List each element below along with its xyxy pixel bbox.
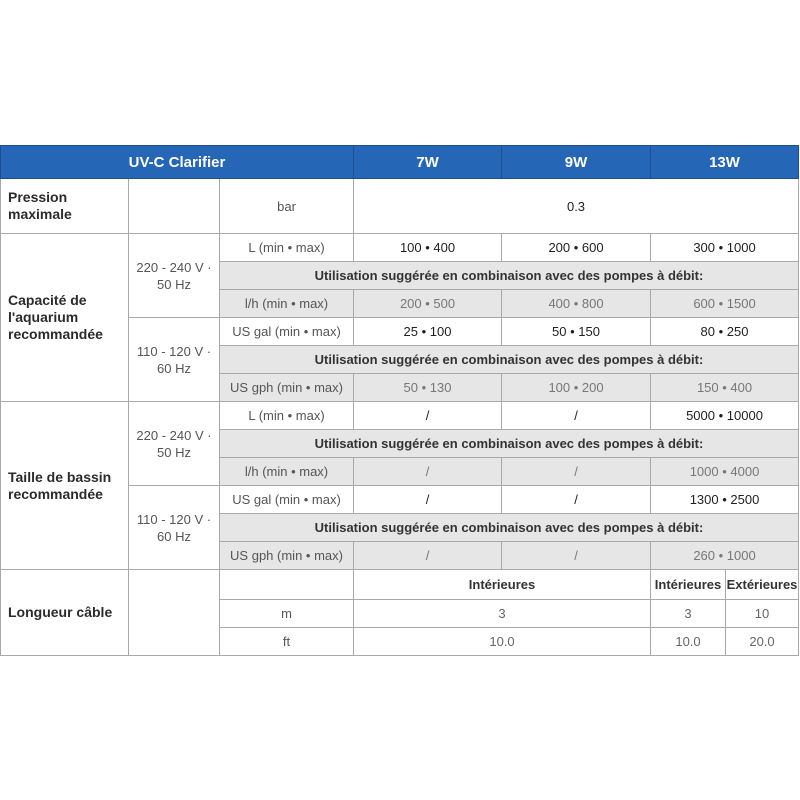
cable-header-row [1,570,799,600]
value-cell: 10.0 [651,628,726,656]
pump-note: Utilisation suggérée en combinaison avec des pompes à débit: [220,514,799,542]
unit-cell: US gal (min • max) [220,318,354,346]
value-cell: 50 • 150 [502,318,651,346]
value-cell: 20.0 [726,628,799,656]
table-row [1,234,799,262]
pond-label: Taille de bassin recommandée [1,402,129,570]
cable-indoor-header: Intérieures [354,570,651,600]
pressure-row [1,179,799,234]
header-7w: 7W [354,146,502,179]
unit-cell: US gph (min • max) [220,542,354,570]
pump-note: Utilisation suggérée en combinaison avec des pompes à débit: [220,262,799,290]
value-cell: / [354,542,502,570]
cable-outdoor13-header: Extérieures [726,570,799,600]
value-cell: 80 • 250 [651,318,799,346]
value-cell: / [354,458,502,486]
spec-table [0,145,799,656]
value-cell: 1000 • 4000 [651,458,799,486]
cable-unit-header [220,570,354,600]
value-cell: 10.0 [354,628,651,656]
unit-cell: US gal (min • max) [220,486,354,514]
value-cell: 200 • 600 [502,234,651,262]
pump-note: Utilisation suggérée en combinaison avec des pompes à débit: [220,430,799,458]
pressure-unit: bar [220,179,354,234]
aquarium-voltage-110: 110 - 120 V · 60 Hz [129,318,220,402]
value-cell: 100 • 400 [354,234,502,262]
unit-cell: L (min • max) [220,402,354,430]
cable-label: Longueur câble [1,570,129,656]
value-cell: 100 • 200 [502,374,651,402]
header-row [1,146,799,179]
value-cell: 200 • 500 [354,290,502,318]
value-cell: / [502,402,651,430]
pump-note: Utilisation suggérée en combinaison avec des pompes à débit: [220,346,799,374]
value-cell: / [354,402,502,430]
value-cell: 25 • 100 [354,318,502,346]
value-cell: 5000 • 10000 [651,402,799,430]
pressure-label: Pression maximale [1,179,129,234]
value-cell: / [502,458,651,486]
header-product: UV-C Clarifier [1,146,354,179]
header-13w: 13W [651,146,799,179]
value-cell: / [502,542,651,570]
unit-cell: ft [220,628,354,656]
aquarium-label: Capacité de l'aquarium recommandée [1,234,129,402]
pond-voltage-110: 110 - 120 V · 60 Hz [129,486,220,570]
value-cell: 300 • 1000 [651,234,799,262]
unit-cell: l/h (min • max) [220,290,354,318]
value-cell: 3 [354,600,651,628]
value-cell: 10 [726,600,799,628]
pressure-value: 0.3 [354,179,799,234]
value-cell: 260 • 1000 [651,542,799,570]
unit-cell: l/h (min • max) [220,458,354,486]
cable-indoor13-header: Intérieures [651,570,726,600]
unit-cell: m [220,600,354,628]
aquarium-voltage-220: 220 - 240 V · 50 Hz [129,234,220,318]
unit-cell: US gph (min • max) [220,374,354,402]
cable-voltage [129,570,220,656]
pressure-voltage [129,179,220,234]
unit-cell: L (min • max) [220,234,354,262]
value-cell: 1300 • 2500 [651,486,799,514]
value-cell: / [354,486,502,514]
value-cell: / [502,486,651,514]
header-9w: 9W [502,146,651,179]
value-cell: 150 • 400 [651,374,799,402]
pond-voltage-220: 220 - 240 V · 50 Hz [129,402,220,486]
table-row [1,402,799,430]
value-cell: 50 • 130 [354,374,502,402]
value-cell: 3 [651,600,726,628]
value-cell: 400 • 800 [502,290,651,318]
value-cell: 600 • 1500 [651,290,799,318]
